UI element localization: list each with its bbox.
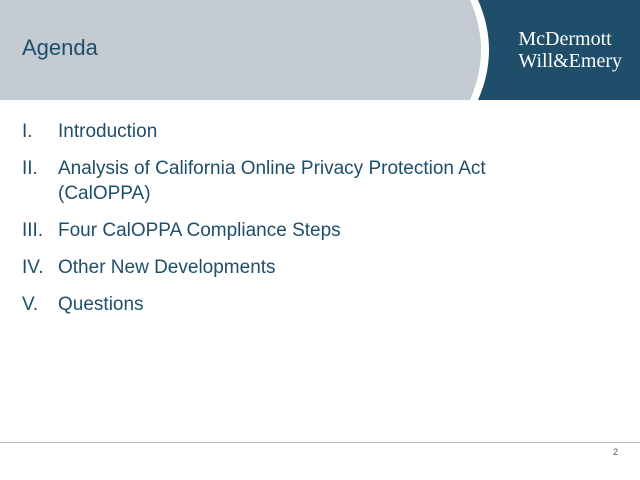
- agenda-item: [22, 156, 582, 206]
- footer-divider: [0, 442, 640, 443]
- agenda-item: [22, 119, 582, 144]
- agenda-item: [22, 255, 582, 280]
- agenda-item-text: Four CalOPPA Compliance Steps: [58, 220, 341, 241]
- agenda-item-number: III.: [22, 220, 44, 241]
- slide-title: Agenda: [22, 35, 98, 60]
- logo-line-2: Will&Emery: [518, 50, 622, 72]
- agenda-item: [22, 218, 582, 243]
- agenda-item-text: Analysis of California Online Privacy Protection Act (CalOPPA): [58, 158, 486, 204]
- agenda-item-text: Other New Developments: [58, 257, 276, 278]
- page-number: 2: [612, 447, 618, 457]
- agenda-item-number: V.: [22, 294, 39, 315]
- agenda-item-number: I.: [22, 121, 33, 142]
- agenda-item: [22, 292, 582, 317]
- agenda-item-number: IV.: [22, 257, 44, 278]
- agenda-list: [22, 119, 582, 329]
- agenda-item-number: II.: [22, 158, 38, 179]
- company-logo: [518, 28, 622, 72]
- agenda-item-text: Introduction: [58, 121, 158, 142]
- agenda-item-text: Questions: [58, 294, 144, 315]
- slide-header: [0, 0, 640, 100]
- logo-line-1: McDermott: [518, 28, 612, 50]
